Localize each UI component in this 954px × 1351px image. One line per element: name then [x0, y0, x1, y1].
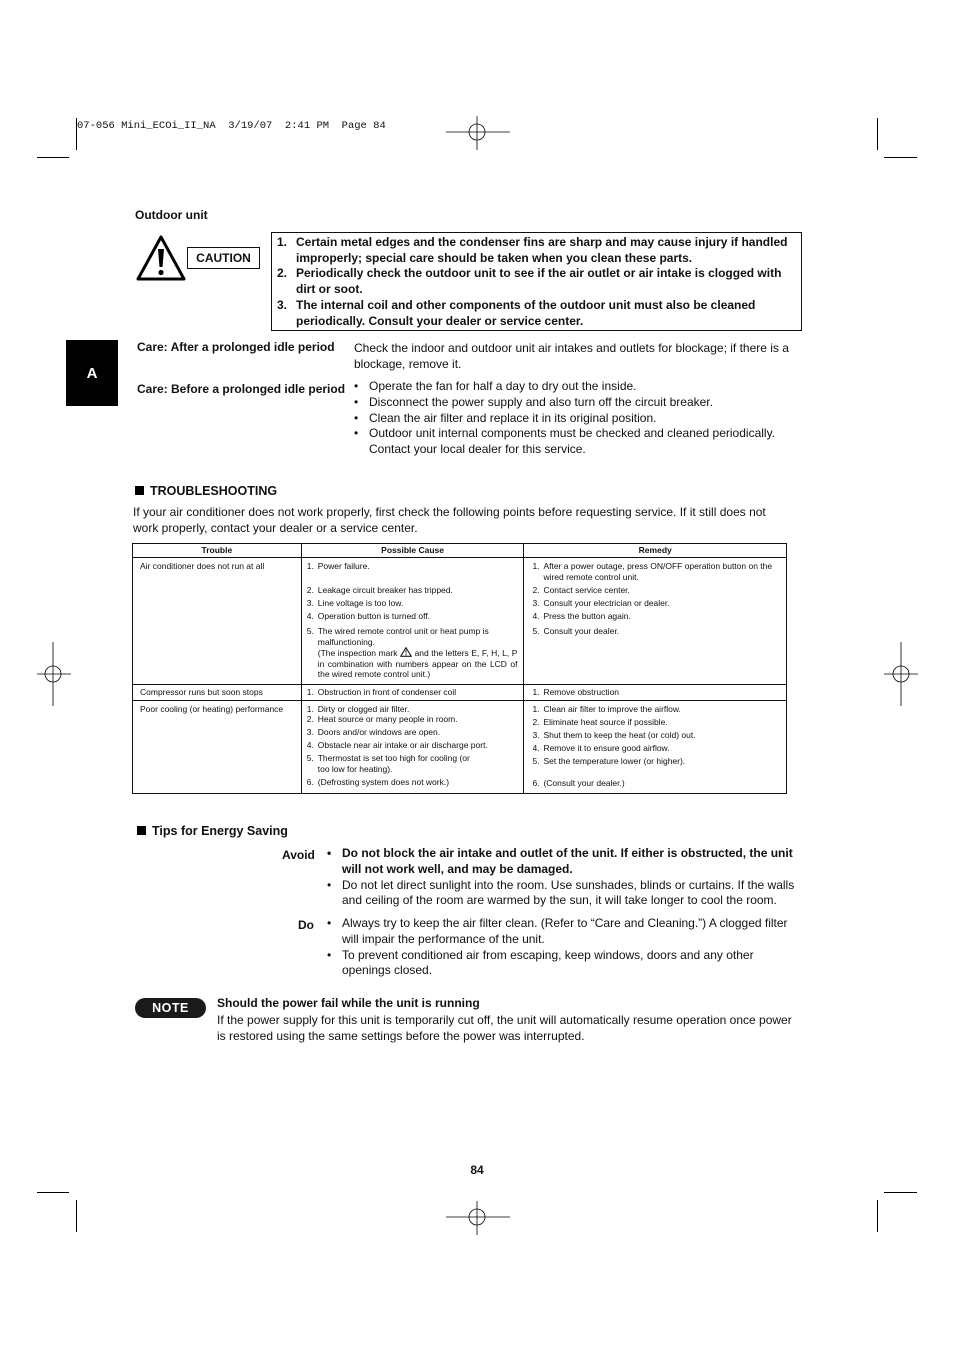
column-header: Possible Cause	[301, 544, 524, 558]
list-item: • Do not let direct sunlight into the room. Use sunshades, blinds or curtains. If the walls and ceiling of the room are warmed by the sun, it will take longer to cool the room.	[327, 878, 797, 910]
item-number: 3.	[532, 597, 540, 608]
remedy-item	[532, 704, 780, 715]
item-number: 1.	[532, 561, 540, 571]
remedy-item	[532, 778, 780, 789]
item-text: Eliminate heat source if possible.	[543, 716, 668, 727]
crop-mark	[877, 118, 878, 150]
table-row	[133, 684, 787, 700]
item-number: 1.	[277, 235, 288, 249]
item-number: 1.	[532, 703, 540, 714]
caution-item	[277, 298, 793, 329]
square-bullet-icon	[137, 826, 146, 835]
cause-cell	[301, 700, 524, 793]
remedy-item	[532, 717, 780, 728]
item-number: 1.	[306, 686, 314, 697]
care-after-label: Care: After a prolonged idle period	[137, 340, 335, 354]
item-number: 5.	[306, 626, 314, 636]
item-number: 3.	[277, 297, 288, 312]
item-number: 2.	[306, 714, 314, 724]
list-item: • Clean the air filter and replace it in its original position.	[354, 411, 784, 427]
crop-mark	[37, 1192, 69, 1193]
table-row	[133, 700, 787, 793]
tips-heading	[137, 824, 288, 838]
list-item: • Do not block the air intake and outlet of the unit. If either is obstructed, the unit will not work well, and may be damaged.	[327, 846, 797, 878]
warning-triangle-icon	[135, 234, 187, 282]
item-number: 5.	[532, 626, 540, 636]
do-list	[327, 916, 797, 979]
registration-mark-icon	[37, 642, 71, 706]
item-number: 2.	[532, 716, 540, 727]
item-number: 3.	[306, 727, 314, 737]
trouble-cell: Air conditioner does not run at all	[133, 558, 302, 685]
care-before-label: Care: Before a prolonged idle period	[137, 382, 346, 396]
cause-item	[307, 626, 520, 647]
cause-item	[307, 714, 518, 725]
item-text: The wired remote control unit or heat pump is malfunctioning.	[317, 626, 489, 647]
cause-item	[307, 727, 518, 738]
troubleshooting-intro: If your air conditioner does not work properly, first check the following points before requesting service. If it still does not work properly, contact your dealer or a service center.	[133, 505, 766, 535]
item-text: Leakage circuit breaker has tripped.	[317, 584, 453, 595]
item-text: (Defrosting system does not work.)	[317, 776, 450, 787]
remedy-item	[532, 626, 780, 637]
item-text: Shut them to keep the heat (or cold) out.	[543, 729, 696, 740]
note-badge: NOTE	[135, 998, 206, 1018]
care-before-list	[354, 379, 784, 458]
remedy-item	[532, 585, 780, 596]
trouble-cell: Compressor runs but soon stops	[133, 684, 302, 700]
cause-item	[307, 777, 518, 788]
list-item: • Operate the fan for half a day to dry out the inside.	[354, 379, 784, 395]
item-text: The internal coil and other components of the outdoor unit must also be cleaned periodically. Consult your dealer or service center.	[296, 297, 756, 328]
item-text: Remove it to ensure good airflow.	[543, 742, 670, 753]
item-number: 1.	[532, 686, 540, 697]
square-bullet-icon	[135, 486, 144, 495]
table-header-row	[133, 544, 787, 558]
remedy-item	[532, 611, 780, 622]
item-text: Dirty or clogged air filter.	[317, 703, 410, 714]
registration-mark-icon	[884, 642, 918, 706]
section-tab: A	[66, 340, 118, 406]
column-header: Remedy	[524, 544, 787, 558]
item-text: Obstacle near air intake or air discharge port.	[317, 740, 488, 750]
list-item: • Outdoor unit internal components must be checked and cleaned periodically. Contact your local dealer for this service.	[354, 426, 784, 458]
item-number: 3.	[306, 597, 314, 608]
cause-item	[307, 740, 518, 751]
caution-label: CAUTION	[187, 247, 260, 269]
cause-item	[307, 704, 518, 715]
item-text: Periodically check the outdoor unit to see if the air outlet or air intake is clogged with dirt or soot.	[296, 266, 782, 297]
item-text: Doors and/or windows are open.	[317, 727, 441, 737]
crop-mark	[76, 1200, 77, 1232]
item-number: 4.	[306, 610, 314, 621]
remedy-cell	[524, 558, 787, 685]
do-label: Do	[298, 918, 314, 932]
item-text: Operation button is turned off.	[317, 610, 431, 621]
item-number: 3.	[532, 729, 540, 740]
note-text: and the letters E, F, H, L, P in combination with numbers appear on the LCD of the wired remote control unit.)	[317, 648, 518, 679]
item-text: Consult your electrician or dealer.	[543, 597, 670, 608]
item-text: Thermostat is set too high for cooling (or too low for heating).	[317, 753, 470, 774]
item-text: Certain metal edges and the condenser fins are sharp and may cause injury if handled improperly; special care should be taken when you clean these parts.	[296, 235, 788, 265]
item-number: 6.	[306, 776, 314, 787]
cause-item	[307, 753, 518, 774]
troubleshooting-table	[132, 543, 787, 794]
crop-mark	[884, 157, 917, 158]
item-number: 1.	[306, 561, 314, 571]
item-text: Line voltage is too low.	[317, 597, 404, 608]
table-row	[133, 558, 787, 685]
note-text: (The inspection mark	[317, 648, 398, 658]
cause-cell	[301, 558, 524, 685]
section-title: TROUBLESHOOTING	[150, 484, 278, 498]
cause-cell	[301, 684, 524, 700]
remedy-cell	[524, 684, 787, 700]
note-title: Should the power fail while the unit is running	[217, 996, 480, 1010]
item-number: 6.	[532, 778, 540, 788]
item-number: 2.	[277, 266, 288, 281]
item-text: After a power outage, press ON/OFF operation button on the wired remote control unit.	[543, 561, 773, 582]
item-text: Obstruction in front of condenser coil	[317, 686, 457, 697]
inspection-note	[307, 647, 520, 680]
remedy-item	[532, 730, 780, 741]
section-title: Tips for Energy Saving	[152, 824, 288, 838]
page-number: 84	[470, 1163, 484, 1177]
item-text: Consult your dealer.	[543, 626, 620, 636]
item-number: 4.	[532, 610, 540, 621]
item-number: 5.	[532, 755, 540, 766]
crop-mark	[877, 1200, 878, 1232]
remedy-item	[532, 598, 780, 609]
crop-mark	[37, 157, 69, 158]
care-after-text: Check the indoor and outdoor unit air intakes and outlets for blockage; if there is a blockage, remove it.	[354, 341, 789, 371]
item-number: 5.	[306, 753, 314, 763]
item-number: 2.	[532, 584, 540, 595]
note-text: If the power supply for this unit is temporarily cut off, the unit will automatically resume operation once power is restored using the same settings before the power was interrupted.	[217, 1013, 792, 1043]
caution-box	[271, 232, 802, 331]
item-text: (Consult your dealer.)	[543, 778, 625, 788]
item-text: Remove obstruction	[543, 686, 620, 697]
crop-mark	[884, 1192, 917, 1193]
item-number: 4.	[306, 740, 314, 750]
cause-item	[307, 598, 520, 609]
list-item: • Disconnect the power supply and also turn off the circuit breaker.	[354, 395, 784, 411]
item-text: Clean air filter to improve the airflow.	[543, 703, 681, 714]
item-text: Press the button again.	[543, 610, 631, 621]
remedy-item	[532, 687, 778, 698]
cause-item	[307, 585, 520, 596]
cause-item	[307, 687, 519, 698]
print-header: 07-056 Mini_ECOi_II_NA 3/19/07 2:41 PM Page 84	[77, 120, 386, 132]
troubleshooting-heading	[135, 484, 277, 498]
list-item: • Always try to keep the air filter clean. (Refer to “Care and Cleaning.”) A clogged filter will impair the performance of the unit.	[327, 916, 797, 948]
warning-triangle-icon	[400, 647, 412, 657]
remedy-item	[532, 743, 780, 754]
outdoor-unit-title: Outdoor unit	[135, 208, 208, 222]
cause-item	[307, 611, 520, 622]
item-text: Power failure.	[317, 561, 370, 571]
item-number: 2.	[306, 584, 314, 595]
avoid-label: Avoid	[282, 848, 315, 862]
crop-mark	[76, 118, 77, 150]
cause-item	[307, 561, 520, 572]
avoid-list	[327, 846, 797, 909]
trouble-cell: Poor cooling (or heating) performance	[133, 700, 302, 793]
caution-item	[277, 235, 793, 266]
registration-mark-icon	[446, 1201, 510, 1235]
item-number: 4.	[532, 742, 540, 753]
remedy-item	[532, 561, 780, 582]
caution-item	[277, 266, 793, 297]
list-item: • To prevent conditioned air from escaping, keep windows, doors and any other openings closed.	[327, 948, 797, 980]
registration-mark-icon	[446, 116, 510, 150]
item-number: 1.	[306, 703, 314, 714]
remedy-cell	[524, 700, 787, 793]
column-header: Trouble	[133, 544, 302, 558]
item-text: Set the temperature lower (or higher).	[543, 755, 686, 766]
remedy-item	[532, 756, 780, 767]
item-text: Contact service center.	[543, 584, 630, 595]
item-text: Heat source or many people in room.	[317, 714, 458, 724]
